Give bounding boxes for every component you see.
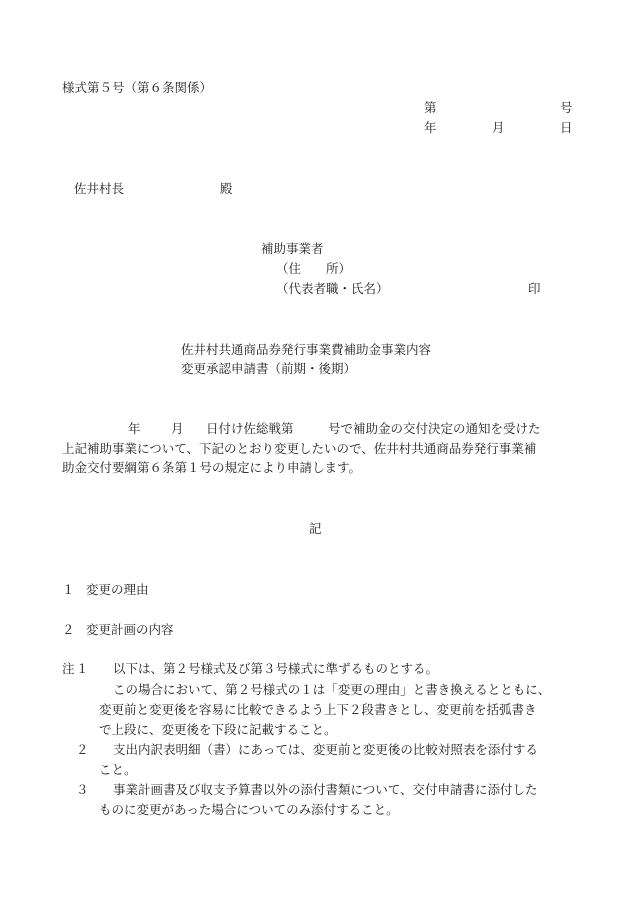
body-text-part2: 号で補助金の交付決定の通知を受けた	[328, 421, 541, 436]
note-2-line1: 支出内訳表明細（書）にあっては、変更前と変更後の比較対照表を添付する	[113, 742, 538, 757]
addressee-honorific: 殿	[220, 181, 233, 196]
note-2-number: ２	[76, 742, 89, 757]
note-1-line3: 変更前と変更後を容易に比較できるよう上下２段書きとし、変更前を括弧書き	[99, 702, 537, 717]
document-number-prefix: 第	[424, 100, 437, 115]
ki-heading: 記	[309, 521, 322, 536]
item-1-label: 変更の理由	[86, 582, 149, 597]
note-1-line1: 以下は、第２号様式及び第３号様式に準ずるものとする。	[113, 661, 439, 676]
applicant-title: 補助事業者	[261, 241, 324, 256]
note-1-line2: この場合において、第２号様式の１は「変更の理由」と書き換えるとともに、	[113, 682, 551, 697]
applicant-representative-label: （代表者職・氏名）	[276, 281, 389, 296]
addressee-name: 佐井村長	[74, 181, 125, 196]
item-2-label: 変更計画の内容	[86, 622, 174, 637]
seal-mark: 印	[528, 281, 541, 296]
note-3-number: ３	[76, 782, 89, 797]
date-month: 月	[492, 120, 505, 135]
body-line2: 上記補助事業について、下記のとおり変更したいので、佐井村共通商品券発行事業補	[62, 441, 537, 456]
note-1-line4: で上段に、変更後を下段に記載すること。	[99, 722, 337, 737]
document-number-suffix: 号	[560, 100, 573, 115]
document-title-line2: 変更承認申請書（前期・後期）	[181, 361, 357, 376]
note-3-line1: 事業計画書及び収支予算書以外の添付書類について、交付申請書に添付した	[113, 782, 538, 797]
form-label: 様式第５号（第６条関係）	[62, 80, 213, 95]
body-text-part1: 日付け佐総戦第	[206, 421, 294, 436]
body-month: 月	[171, 421, 184, 436]
note-3-line2: ものに変更があった場合についてのみ添付すること。	[99, 802, 399, 817]
item-2-number: ２	[62, 622, 75, 637]
notes-prefix: 注	[62, 661, 75, 676]
date-year: 年	[424, 120, 437, 135]
note-1-number: １	[76, 661, 89, 676]
body-line3: 助金交付要綱第６条第１号の規定により申請します。	[62, 460, 362, 475]
applicant-address-label: （住 所）	[276, 261, 352, 276]
body-year: 年	[128, 421, 141, 436]
date-day: 日	[560, 120, 573, 135]
item-1-number: １	[62, 582, 75, 597]
note-2-line2: こと。	[99, 762, 137, 777]
document-title-line1: 佐井村共通商品券発行事業費補助金事業内容	[181, 342, 432, 357]
